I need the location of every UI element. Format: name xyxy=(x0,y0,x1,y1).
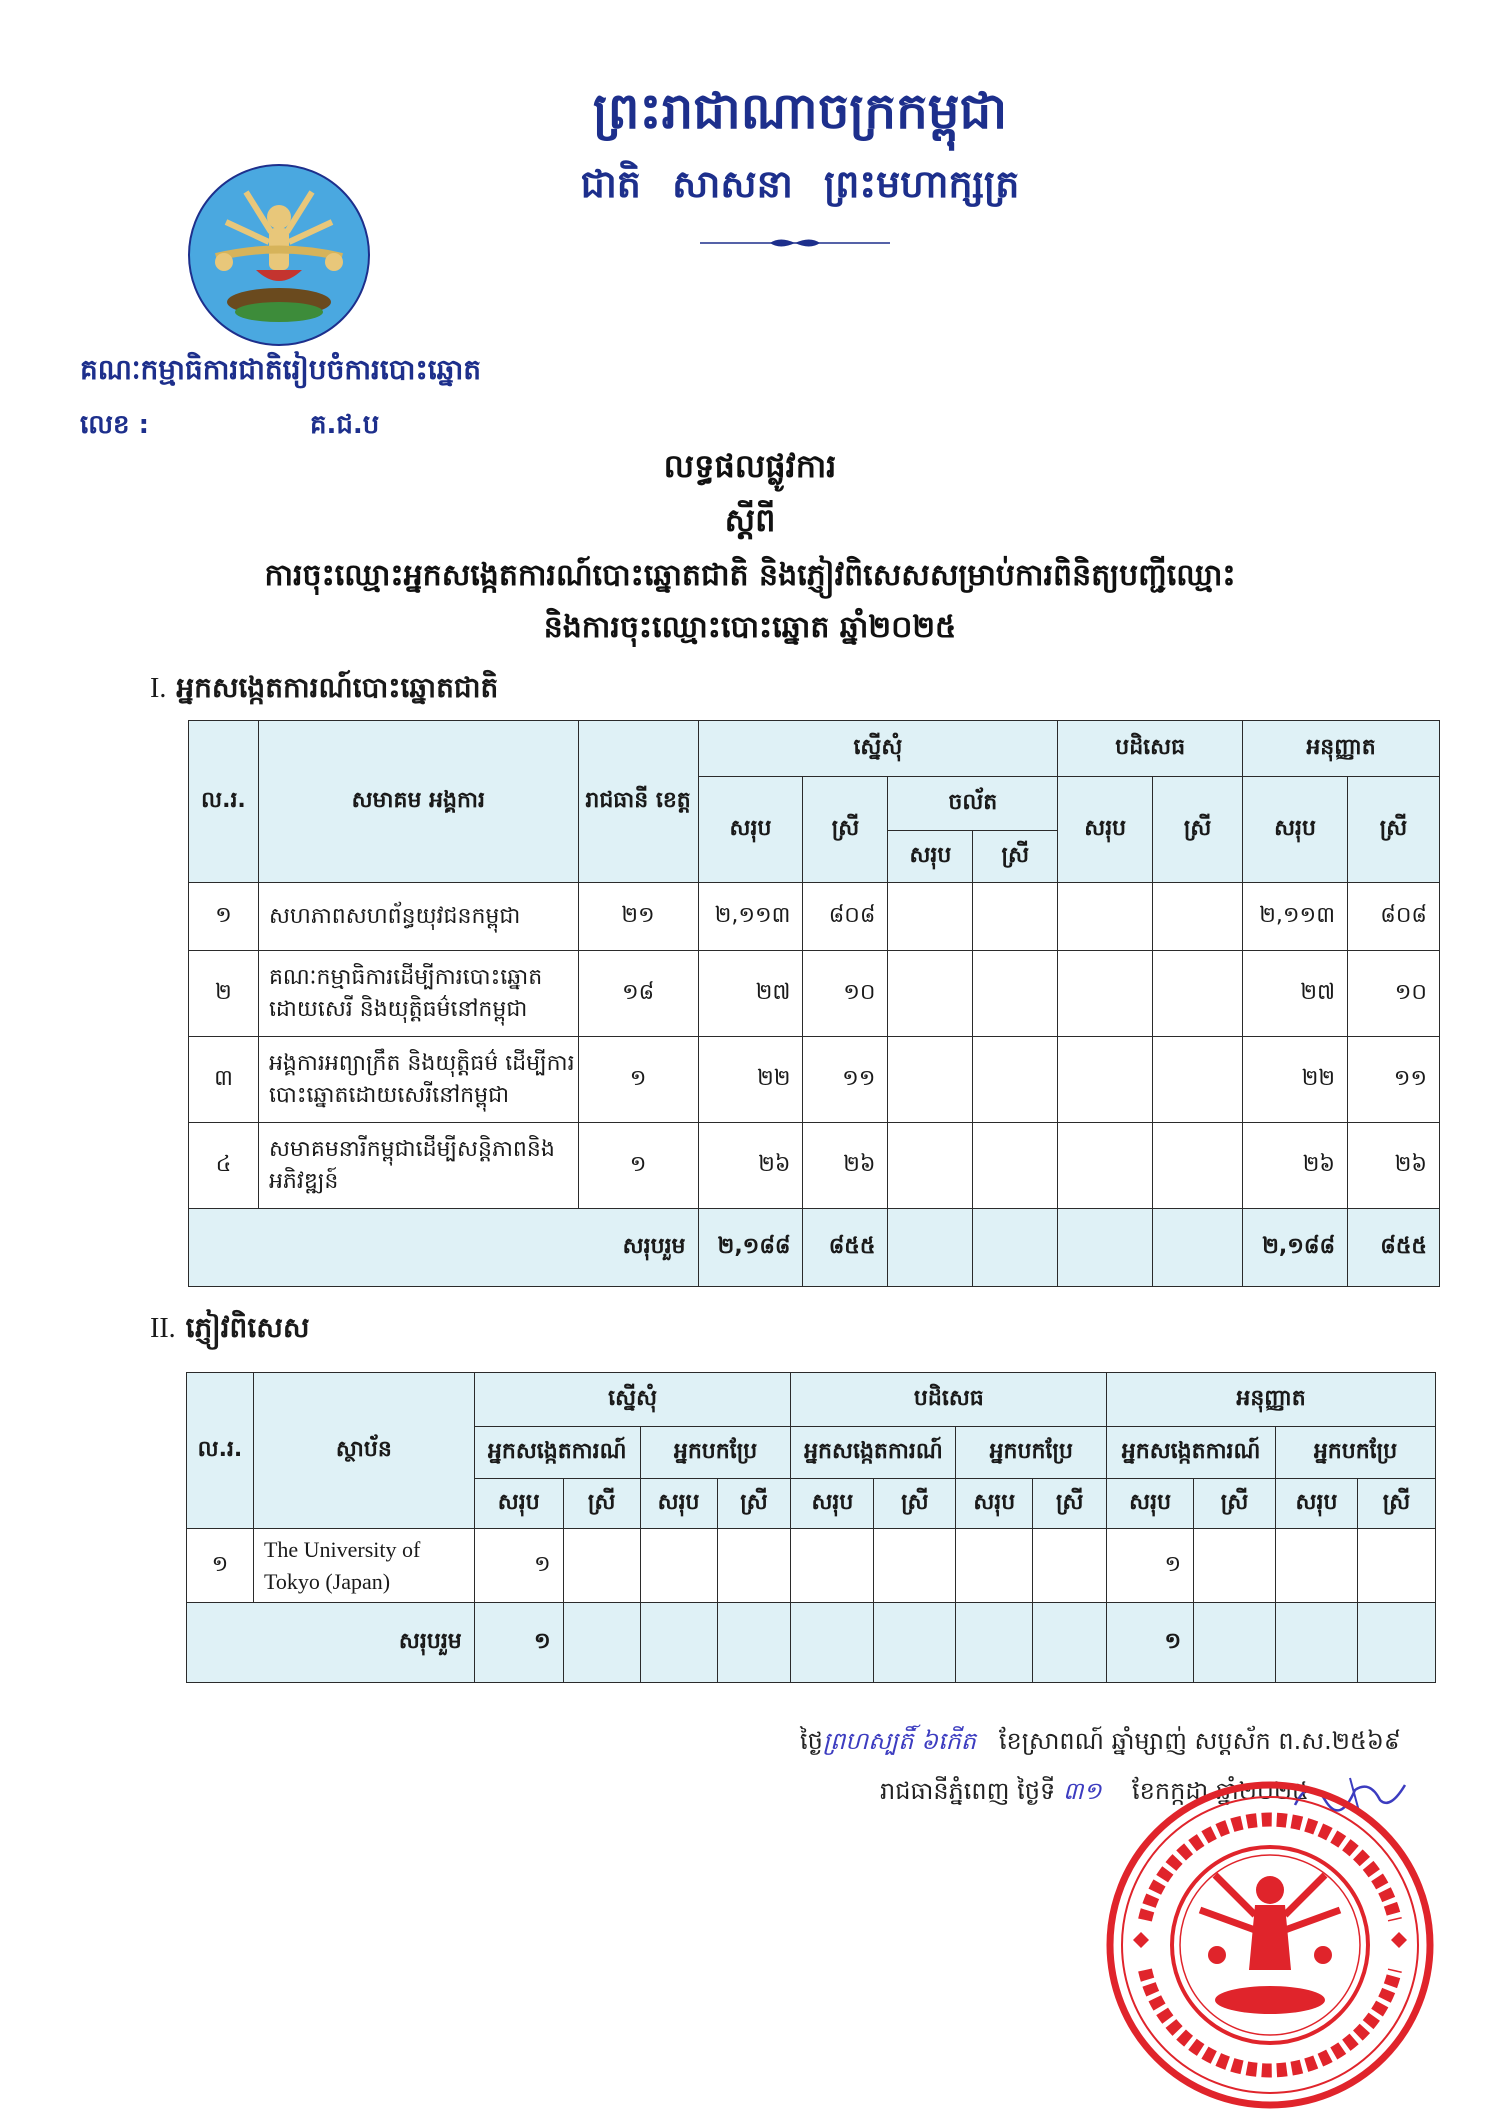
col-app-female: ស្រី xyxy=(1348,777,1440,883)
col-province: រាជធានី ខេត្ត xyxy=(578,721,698,883)
row-mob-total xyxy=(888,1123,973,1209)
col-rej-female: ស្រី xyxy=(1153,777,1243,883)
col-req-female: ស្រី xyxy=(803,777,888,883)
row-rej-female xyxy=(1153,1037,1243,1123)
row-mob-female xyxy=(973,883,1058,951)
empty-cell xyxy=(874,1529,956,1603)
row-req-female: ១១ xyxy=(803,1037,888,1123)
lunar-prefix: ថ្ងៃ xyxy=(800,1727,823,1755)
official-seal-icon xyxy=(1105,1780,1435,2110)
col-rejected: បដិសេធ xyxy=(791,1373,1107,1427)
empty-cell xyxy=(563,1529,640,1603)
total-label: សរុបរួម xyxy=(189,1209,699,1287)
empty-cell xyxy=(717,1529,791,1603)
col-app-observer: អ្នកសង្កេតការណ៍ xyxy=(1107,1427,1276,1479)
empty-cell xyxy=(874,1603,956,1683)
row-rej-total xyxy=(1058,951,1153,1037)
col-req-interpreter: អ្នកបកប្រែ xyxy=(640,1427,791,1479)
section2-title: ភ្ញៀវពិសេស xyxy=(185,1311,310,1344)
empty-cell xyxy=(717,1603,791,1683)
table-row xyxy=(189,1123,1440,1209)
section2-number: II. xyxy=(150,1313,176,1344)
empty-cell xyxy=(1357,1529,1435,1603)
row-province: ២១ xyxy=(578,883,698,951)
col-req-total: សរុប xyxy=(698,777,803,883)
row-rej-female xyxy=(1153,951,1243,1037)
col-mobile: ចល័ត xyxy=(888,777,1058,831)
row-req-total: ២,១១៣ xyxy=(698,883,803,951)
total-mob-female xyxy=(973,1209,1058,1287)
row-app-female: ៨០៨ xyxy=(1348,883,1440,951)
section2-heading xyxy=(150,1310,310,1351)
col-female: ស្រី xyxy=(563,1479,640,1529)
col-approved: អនុញ្ញាត xyxy=(1107,1373,1436,1427)
row-org-name: សមាគមនារីកម្ពុជាដើម្បីសន្តិភាពនិងអភិវឌ្ឍន៍ xyxy=(258,1123,578,1209)
row-org-name: សហភាពសហព័ន្ធយុវជនកម្ពុជា xyxy=(258,883,578,951)
col-app-total: សរុប xyxy=(1243,777,1348,883)
col-total: សរុប xyxy=(956,1479,1033,1529)
total-mob-total xyxy=(888,1209,973,1287)
row-mob-total xyxy=(888,951,973,1037)
col-female: ស្រី xyxy=(1194,1479,1276,1529)
col-organization: សមាគម អង្គការ xyxy=(258,721,578,883)
row-app-observer-total: ១ xyxy=(1107,1529,1194,1603)
empty-cell xyxy=(791,1603,874,1683)
row-mob-female xyxy=(973,1037,1058,1123)
row-no: ១ xyxy=(189,883,259,951)
row-province: ១ xyxy=(578,1037,698,1123)
row-rej-female xyxy=(1153,883,1243,951)
section1-title: អ្នកសង្កេតការណ៍បោះឆ្នោតជាតិ xyxy=(176,671,499,704)
col-female: ស្រី xyxy=(1033,1479,1107,1529)
row-mob-total xyxy=(888,883,973,951)
national-motto: ជាតិ សាសនា ព្រះមហាក្សត្រ xyxy=(580,161,1020,206)
row-no: ៣ xyxy=(189,1037,259,1123)
empty-cell xyxy=(563,1603,640,1683)
row-app-total: ២២ xyxy=(1243,1037,1348,1123)
lunar-rest: ខែស្រាពណ៍ ឆ្នាំម្សាញ់ សប្តស័ក ព.ស.២៥៦៩ xyxy=(998,1727,1401,1755)
ref-number-value: គ.ជ.ប xyxy=(310,410,380,440)
row-req-female: ៨០៨ xyxy=(803,883,888,951)
ref-number-label: លេខ : xyxy=(80,410,149,440)
col-rej-observer: អ្នកសង្កេតការណ៍ xyxy=(791,1427,956,1479)
doc-topic-line2: និងការចុះឈ្មោះបោះឆ្នោត ឆ្នាំ២០២៥ xyxy=(543,610,957,645)
row-app-total: ២៧ xyxy=(1243,951,1348,1037)
col-total: សរុប xyxy=(1276,1479,1358,1529)
row-no: ១ xyxy=(187,1529,254,1603)
col-approved: អនុញ្ញាត xyxy=(1243,721,1440,777)
col-requested: ស្នើសុំ xyxy=(698,721,1058,777)
col-total: សរុប xyxy=(474,1479,563,1529)
col-institution: ស្ថាប័ន xyxy=(253,1373,474,1529)
org-name: គណៈកម្មាធិការជាតិរៀបចំការបោះឆ្នោត xyxy=(80,353,482,386)
row-req-observer-total: ១ xyxy=(474,1529,563,1603)
ornament-divider-icon xyxy=(700,236,890,250)
row-province: ១ xyxy=(578,1123,698,1209)
col-requested: ស្នើសុំ xyxy=(474,1373,791,1427)
row-req-female: ១០ xyxy=(803,951,888,1037)
col-rej-interpreter: អ្នកបកប្រែ xyxy=(956,1427,1107,1479)
row-org-name: អង្គការអព្យាក្រឹត និងយុត្តិធម៌ ដើម្បីការបោះឆ្នោតដោយសេរីនៅកម្ពុជា xyxy=(258,1037,578,1123)
row-req-total: ២៧ xyxy=(698,951,803,1037)
empty-cell xyxy=(640,1603,717,1683)
doc-title: លទ្ធផលផ្លូវការ xyxy=(663,447,837,485)
nec-logo xyxy=(186,162,372,348)
doc-topic-line1: ការចុះឈ្មោះអ្នកសង្កេតការណ៍បោះឆ្នោតជាតិ និងភ្ញៀវពិសេសសម្រាប់ការពិនិត្យបញ្ជីឈ្មោះ xyxy=(264,558,1236,593)
col-total: សរុប xyxy=(791,1479,874,1529)
empty-cell xyxy=(1194,1529,1276,1603)
empty-cell xyxy=(1276,1603,1358,1683)
row-institution-name: The University of Tokyo (Japan) xyxy=(253,1529,474,1603)
lunar-day-handwritten: ព្រហស្បតិ៍ ៦កើត xyxy=(822,1727,977,1755)
col-rejected: បដិសេធ xyxy=(1058,721,1243,777)
total-req-total: ២,១៨៨ xyxy=(698,1209,803,1287)
total-req-female: ៨៥៥ xyxy=(803,1209,888,1287)
empty-cell xyxy=(956,1603,1033,1683)
row-app-female: ១០ xyxy=(1348,951,1440,1037)
row-req-total: ២២ xyxy=(698,1037,803,1123)
col-mob-female: ស្រី xyxy=(973,831,1058,883)
col-no: ល.រ. xyxy=(189,721,259,883)
section1-number: I. xyxy=(150,673,167,704)
col-app-interpreter: អ្នកបកប្រែ xyxy=(1276,1427,1436,1479)
row-req-total: ២៦ xyxy=(698,1123,803,1209)
total-row xyxy=(189,1209,1440,1287)
total-app-total: ២,១៨៨ xyxy=(1243,1209,1348,1287)
doc-subtitle: ស្តីពី xyxy=(724,501,776,539)
row-mob-female xyxy=(973,1123,1058,1209)
col-female: ស្រី xyxy=(874,1479,956,1529)
table-row xyxy=(187,1529,1436,1603)
empty-cell xyxy=(956,1529,1033,1603)
empty-cell xyxy=(791,1529,874,1603)
row-mob-female xyxy=(973,951,1058,1037)
empty-cell xyxy=(1033,1529,1107,1603)
total-label: សរុបរួម xyxy=(187,1603,475,1683)
empty-cell xyxy=(640,1529,717,1603)
col-female: ស្រី xyxy=(717,1479,791,1529)
row-rej-total xyxy=(1058,1123,1153,1209)
total-row xyxy=(187,1603,1436,1683)
row-app-female: ១១ xyxy=(1348,1037,1440,1123)
section1-heading xyxy=(150,670,498,711)
row-rej-total xyxy=(1058,883,1153,951)
row-mob-total xyxy=(888,1037,973,1123)
col-total: សរុប xyxy=(1107,1479,1194,1529)
empty-cell xyxy=(1033,1603,1107,1683)
empty-cell xyxy=(1194,1603,1276,1683)
row-rej-female xyxy=(1153,1123,1243,1209)
special-guests-table xyxy=(186,1372,1436,1683)
col-mob-total: សរុប xyxy=(888,831,973,883)
col-req-observer: អ្នកសង្កេតការណ៍ xyxy=(474,1427,640,1479)
row-no: ២ xyxy=(189,951,259,1037)
row-app-female: ២៦ xyxy=(1348,1123,1440,1209)
month-year: ខែកក្កដា ឆ្នាំ២០២៥ xyxy=(1132,1777,1310,1805)
col-rej-total: សរុប xyxy=(1058,777,1153,883)
col-total: សរុប xyxy=(640,1479,717,1529)
row-rej-total xyxy=(1058,1037,1153,1123)
row-app-total: ២,១១៣ xyxy=(1243,883,1348,951)
col-no: ល.រ. xyxy=(187,1373,254,1529)
row-no: ៤ xyxy=(189,1123,259,1209)
table-row xyxy=(189,883,1440,951)
row-province: ១៨ xyxy=(578,951,698,1037)
total-rej-female xyxy=(1153,1209,1243,1287)
observers-table xyxy=(188,720,1440,1287)
total-app-observer: ១ xyxy=(1107,1603,1194,1683)
total-app-female: ៨៥៥ xyxy=(1348,1209,1440,1287)
row-req-female: ២៦ xyxy=(803,1123,888,1209)
row-app-total: ២៦ xyxy=(1243,1123,1348,1209)
table-row xyxy=(189,951,1440,1037)
empty-cell xyxy=(1276,1529,1358,1603)
empty-cell xyxy=(1357,1603,1435,1683)
lunar-date xyxy=(800,1726,1401,1761)
col-female: ស្រី xyxy=(1357,1479,1435,1529)
total-req-observer: ១ xyxy=(474,1603,563,1683)
row-org-name: គណៈកម្មាធិការដើម្បីការបោះឆ្នោតដោយសេរី និងយុត្តិធម៌នៅកម្ពុជា xyxy=(258,951,578,1037)
place-prefix: រាជធានីភ្នំពេញ ថ្ងៃទី xyxy=(880,1777,1056,1805)
day-handwritten: ៣១ xyxy=(1062,1777,1102,1805)
total-rej-total xyxy=(1058,1209,1153,1287)
kingdom-title: ព្រះរាជាណាចក្រកម្ពុជា xyxy=(592,81,1008,140)
table-row xyxy=(189,1037,1440,1123)
